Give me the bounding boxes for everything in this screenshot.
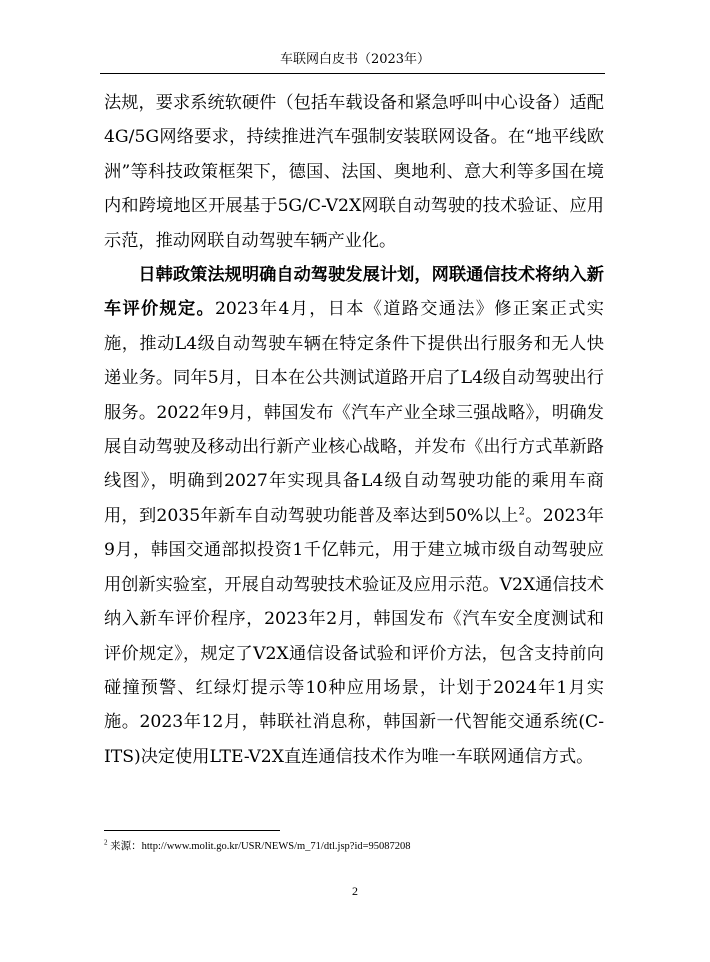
paragraph-2-text-a: 2023年4月，日本《道路交通法》修正案正式实施，推动L4级自动驾驶车辆在特定条件下提供出行服务和无人快递业务。同年5月，日本在公共测试道路开启了L4级自动驾驶出行服务。2022年9月，韩国发布《汽车产业全球三强战略》，明确发展自动驾驶及移动出行新产业核心战略，并发布《出行方式革新路线图》，明确到2027年实现具备L4级自动驾驶功能的乘用车商用，到2035年新车自动驾驶功能普及率达到50%以上 bbox=[104, 299, 604, 526]
page-number: 2 bbox=[352, 884, 358, 898]
footnote bbox=[104, 838, 411, 853]
running-header: 车联网白皮书（2023年） bbox=[279, 52, 431, 67]
main-text bbox=[104, 86, 604, 774]
footnote-marker: 2 bbox=[104, 838, 108, 847]
paragraph-2-heading: 日韩政策法规明确自动驾驶发展计划，网联通信技术将纳入新车评价规定。 bbox=[104, 265, 604, 320]
footnote-divider bbox=[104, 830, 280, 831]
footnote-text: 来源：http://www.molit.go.kr/USR/NEWS/m_71/dtl.jsp?id=95087208 bbox=[107, 841, 411, 852]
footnote-reference[interactable]: 2 bbox=[518, 506, 525, 518]
paragraph-1: 法规，要求系统软硬件（包括车载设备和紧急呼叫中心设备）适配4G/5G网络要求，持续推进汽车强制安装联网设备。在“地平线欧洲”等科技政策框架下，德国、法国、奥地利、意大利等多国在境内和跨境地区开展基于5G/C-V2X网联自动驾驶的技术验证、应用示范，推动网联自动驾驶车辆产业化。 bbox=[104, 93, 604, 251]
header-divider bbox=[100, 73, 605, 74]
paragraph-2 bbox=[104, 258, 604, 774]
paragraph-2-text-b: 。2023年9月，韩国交通部拟投资1千亿韩元，用于建立城市级自动驾驶应用创新实验室，开展自动驾驶技术验证及应用示范。V2X通信技术纳入新车评价程序，2023年2月，韩国发布《汽车安全度测试和评价规定》，规定了V2X通信设备试验和评价方法，包含支持前向碰撞预警、红绿灯提示等10种应用场景，计划于2024年1月实施。2023年12月，韩联社消息称，韩国新一代智能交通系统(C-ITS)决定使用LTE-V2X直连通信技术作为唯一车联网通信方式。 bbox=[104, 505, 604, 767]
